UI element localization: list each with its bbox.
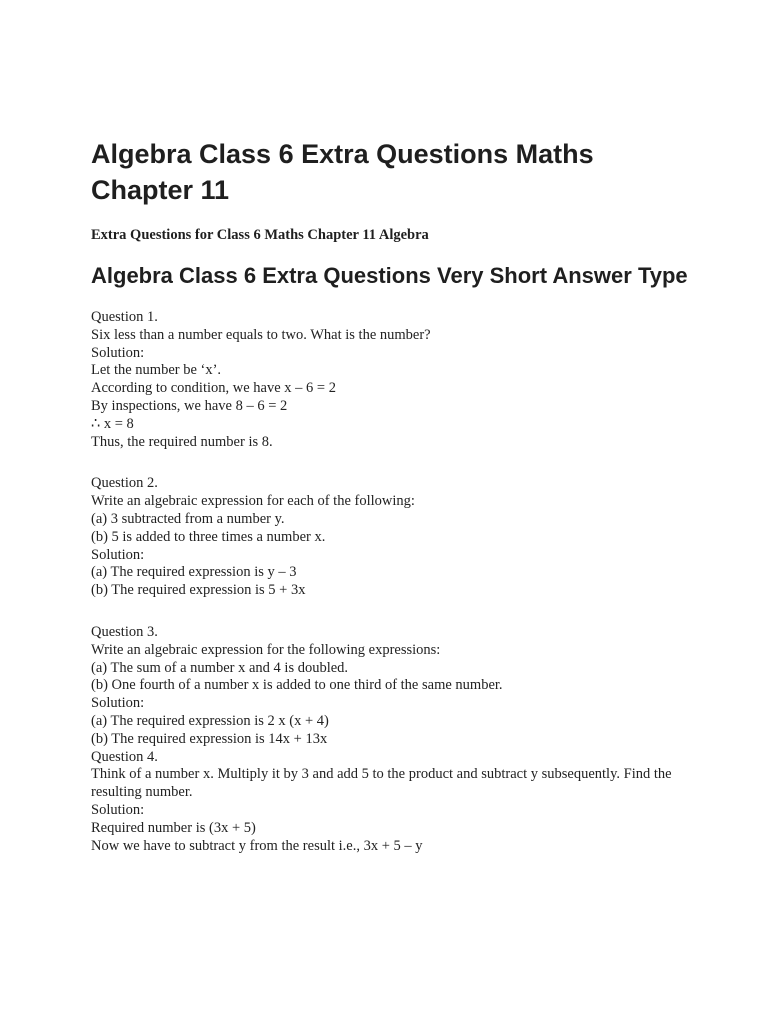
page-title: Algebra Class 6 Extra Questions Maths Chapter 11 bbox=[91, 139, 594, 205]
section-heading: Algebra Class 6 Extra Questions Very Short Answer Type bbox=[91, 263, 688, 288]
text-line: Solution: bbox=[91, 801, 145, 818]
text-line: Solution: bbox=[91, 546, 145, 563]
text-line: (a) The required expression is y – 3 bbox=[91, 564, 297, 581]
text-line: Question 2. bbox=[91, 475, 158, 492]
text-line: (b) The required expression is 14x + 13x bbox=[91, 730, 328, 747]
text-line: Question 3. bbox=[91, 623, 158, 640]
text-line: Question 1. bbox=[91, 309, 158, 325]
question-block-2 bbox=[91, 475, 691, 600]
text-line: (a) The required expression is 2 x (x + 4) bbox=[91, 712, 329, 729]
text-line: Solution: bbox=[91, 344, 145, 361]
text-line: Let the number be ‘x’. bbox=[91, 362, 222, 379]
text-line: Think of a number x. Multiply it by 3 and add 5 to the product and subtract y subsequently. Find the resulting number. bbox=[91, 766, 676, 801]
document-page bbox=[91, 136, 691, 855]
text-line: (a) The sum of a number x and 4 is doubled. bbox=[91, 659, 349, 676]
text-line: (b) The required expression is 5 + 3x bbox=[91, 582, 306, 599]
text-line: (b) One fourth of a number x is added to one third of the same number. bbox=[91, 677, 503, 694]
text-line: Required number is (3x + 5) bbox=[91, 819, 256, 836]
text-line: According to condition, we have x – 6 = 2 bbox=[91, 380, 336, 397]
question-block-4 bbox=[91, 749, 691, 856]
text-line: Now we have to subtract y from the result i.e., 3x + 5 – y bbox=[91, 837, 423, 854]
question-block-1 bbox=[91, 309, 691, 451]
text-line: Six less than a number equals to two. What is the number? bbox=[91, 326, 431, 343]
text-line: ∴ x = 8 bbox=[91, 415, 134, 432]
page-subtitle: Extra Questions for Class 6 Maths Chapter 11 Algebra bbox=[91, 227, 429, 243]
text-line: (b) 5 is added to three times a number x. bbox=[91, 528, 326, 545]
text-line: Thus, the required number is 8. bbox=[91, 433, 273, 450]
text-line: Write an algebraic expression for each of the following: bbox=[91, 493, 415, 510]
question-block-3 bbox=[91, 624, 691, 749]
text-line: Solution: bbox=[91, 695, 145, 712]
text-line: By inspections, we have 8 – 6 = 2 bbox=[91, 397, 288, 414]
text-line: Question 4. bbox=[91, 748, 158, 765]
text-line: Write an algebraic expression for the following expressions: bbox=[91, 641, 441, 658]
text-line: (a) 3 subtracted from a number y. bbox=[91, 510, 285, 527]
